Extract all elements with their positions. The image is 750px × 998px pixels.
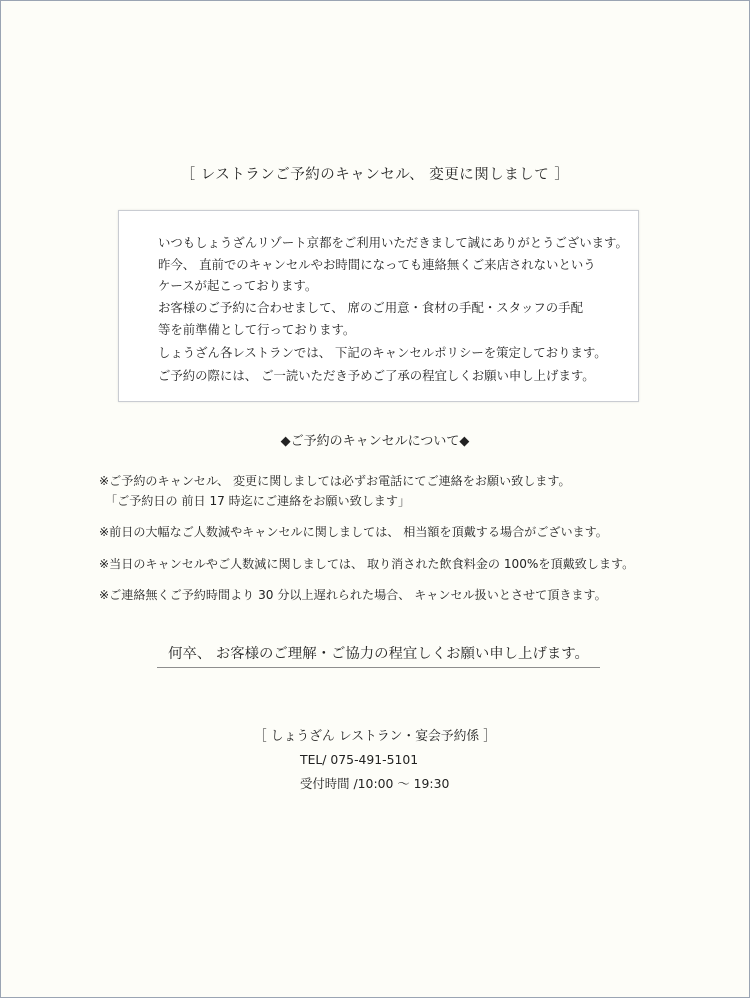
policy-item: ※当日のキャンセルやご人数減に関しましては、 取り消された飲食料金の 100%を頂戴致します。: [99, 557, 635, 571]
notice-line: 昨今、 直前でのキャンセルやお時間になっても連絡無くご来店されないという: [158, 257, 596, 272]
policy-item-deadline: 「ご予約日の 前日 17 時迄にご連絡をお願い致します」: [105, 494, 411, 508]
page-title: ［ レストランご予約のキャンセル、 変更に関しまして ］: [180, 167, 570, 183]
closing-message: 何卒、 お客様のご理解・ご協力の程宜しくお願い申し上げます。: [157, 642, 600, 668]
policy-item: ※ご予約のキャンセル、 変更に関しましては必ずお電話にてご連絡をお願い致します。: [99, 474, 571, 488]
policy-item: ※前日の大幅なご人数減やキャンセルに関しましては、 相当額を頂戴する場合がございます。: [99, 525, 608, 539]
notice-line: ご予約の際には、 ご一読いただき予めご了承の程宜しくお願い申し上げます。: [158, 368, 595, 383]
notice-line: いつもしょうざんリゾート京都をご利用いただきまして誠にありがとうございます。: [158, 235, 628, 250]
contact-hours: 受付時間 /10:00 〜 19:30: [300, 776, 450, 791]
notice-line: お客様のご予約に合わせまして、 席のご用意・食材の手配・スタッフの手配: [158, 300, 583, 315]
contact-title: ［ しょうざん レストラン・宴会予約係 ］: [253, 729, 497, 744]
notice-line: しょうざん各レストランでは、 下記のキャンセルポリシーを策定しております。: [158, 345, 607, 360]
notice-line: ケースが起こっております。: [158, 278, 318, 293]
cancellation-policy-heading: ◆ご予約のキャンセルについて◆: [280, 434, 470, 449]
contact-tel: TEL/ 075-491-5101: [300, 752, 419, 767]
policy-item: ※ご連絡無くご予約時間より 30 分以上遅れられた場合、 キャンセル扱いとさせて頂きます。: [99, 588, 607, 602]
notice-line: 等を前準備として行っております。: [158, 322, 356, 337]
